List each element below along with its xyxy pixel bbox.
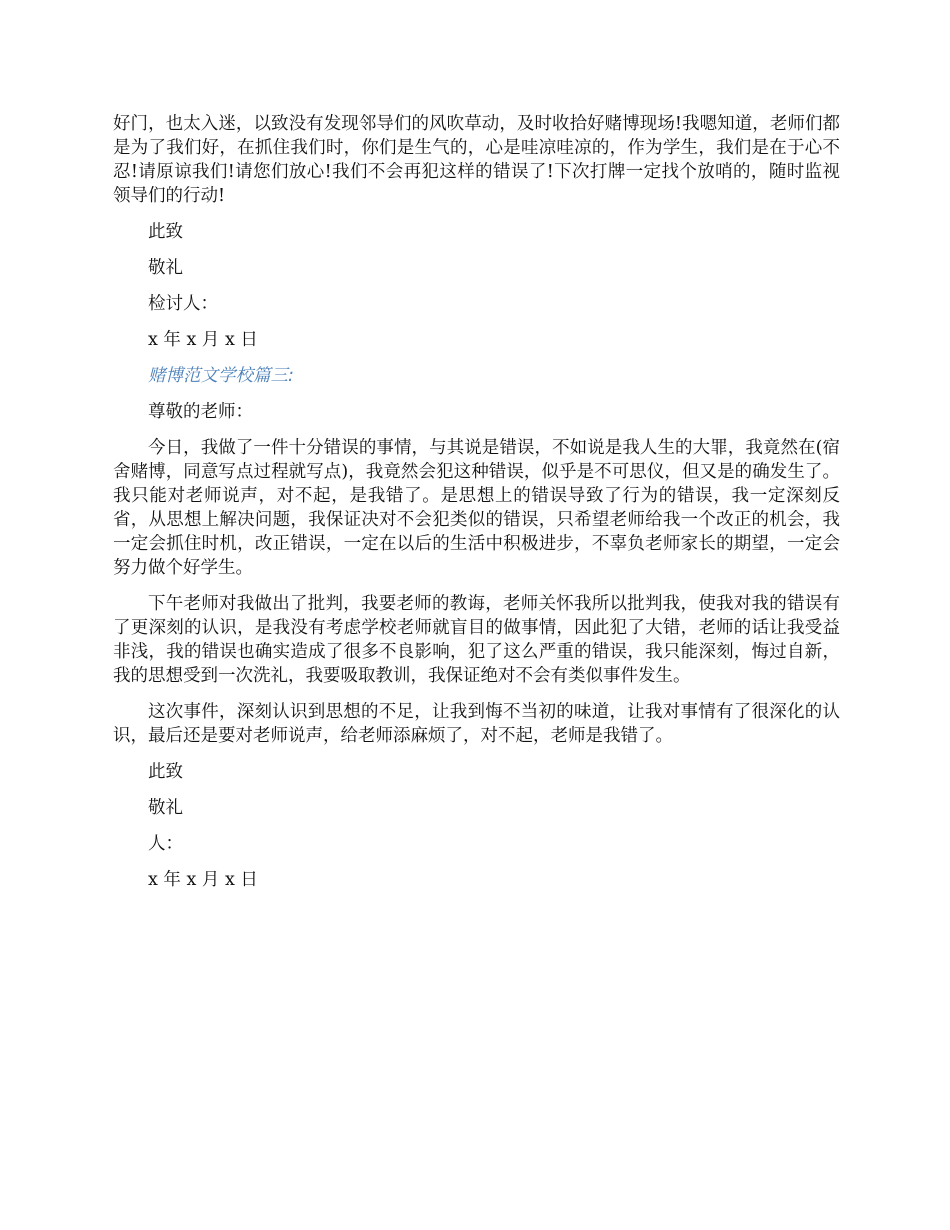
closing-regards: 敬礼 xyxy=(148,798,183,818)
body-paragraph: 今日，我做了一件十分错误的事情，与其说是错误，不如说是我人生的大罪，我竟然在(宿舍赌博，同意写点过程就写点)，我竟然会犯这种错误，似乎是不可思仪，但又是的确发生了。我只能对老师说声，对不起，是我错了。是思想上的错误导致了行为的错误，我一定深刻反省，从思想上解决问题，我保证决对不会犯类似的错误，只希望老师给我一个改正的机会，我一定会抓住时机，改正错误，一定在以后的生活中积极进步，不辜负老师家长的期望，一定会努力做个好学生。 xyxy=(113,438,840,578)
body-paragraph: 好门，也太入迷，以致没有发现邻导们的风吹草动，及时收拾好赌博现场!我嗯知道，老师们都是为了我们好，在抓住我们时，你们是生气的，心是哇凉哇凉的，作为学生，我们是在于心不忍!请原谅我们!请您们放心!我们不会再犯这样的错误了!下次打牌一定找个放哨的，随时监视领导们的行动! xyxy=(113,114,840,206)
closing-salutation: 此致 xyxy=(148,222,183,242)
closing-regards: 敬礼 xyxy=(148,258,183,278)
date-line: x 年 x 月 x 日 xyxy=(148,870,258,890)
signer-label: 人： xyxy=(148,834,183,854)
closing-salutation: 此致 xyxy=(148,762,183,782)
section-heading: 赌博范文学校篇三: xyxy=(148,366,294,386)
signer-label: 检讨人： xyxy=(148,294,218,314)
date-line: x 年 x 月 x 日 xyxy=(148,330,258,350)
document-page xyxy=(113,112,840,904)
salutation: 尊敬的老师： xyxy=(148,402,253,422)
body-paragraph: 下午老师对我做出了批判，我要老师的教诲，老师关怀我所以批判我，使我对我的错误有了更深刻的认识，是我没有考虑学校老师就盲目的做事情，因此犯了大错，老师的话让我受益非浅，我的错误也确实造成了很多不良影响，犯了这么严重的错误，我只能深刻，悔过自新，我的思想受到一次洗礼，我要吸取教训，我保证绝对不会有类似事件发生。 xyxy=(113,594,840,686)
body-paragraph: 这次事件，深刻认识到思想的不足，让我到悔不当初的味道，让我对事情有了很深化的认识，最后还是要对老师说声，给老师添麻烦了，对不起，老师是我错了。 xyxy=(113,702,840,746)
